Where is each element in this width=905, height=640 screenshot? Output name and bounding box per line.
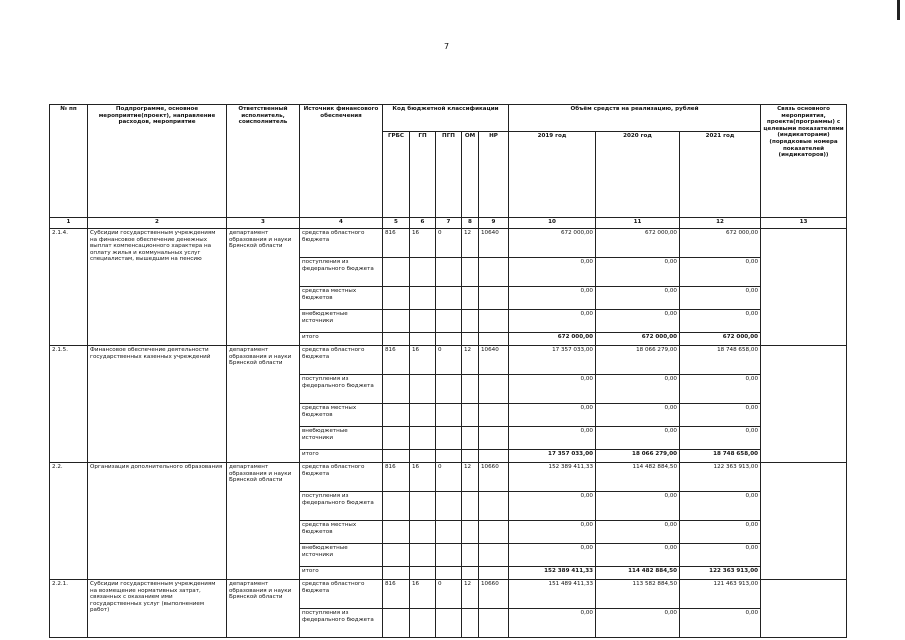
code-empty xyxy=(462,521,479,544)
column-number: 9 xyxy=(479,218,509,229)
code-empty xyxy=(410,427,436,450)
code-om: 12 xyxy=(462,346,479,375)
code-empty xyxy=(410,544,436,567)
amount-2020: 672 000,00 xyxy=(596,333,680,346)
code-empty xyxy=(479,567,509,580)
code-pgp: 0 xyxy=(436,463,462,492)
header-amount-group: Объём средств на реализацию, рублей xyxy=(509,105,761,132)
code-empty xyxy=(383,427,410,450)
code-empty xyxy=(410,333,436,346)
code-empty xyxy=(479,375,509,404)
code-empty xyxy=(383,521,410,544)
amount-2020: 114 482 884,50 xyxy=(596,463,680,492)
header-link: Связь основного мероприятия, проекта(программы) с целевыми показателями (индикаторами) (порядковые номера показателей (индикаторов)) xyxy=(761,105,847,218)
column-number: 5 xyxy=(383,218,410,229)
funding-source: средства местных бюджетов xyxy=(300,287,383,310)
row-number: 2.1.4. xyxy=(50,229,88,346)
code-empty xyxy=(383,492,410,521)
amount-2021: 121 463 913,00 xyxy=(680,580,761,609)
code-empty xyxy=(410,375,436,404)
column-number: 8 xyxy=(462,218,479,229)
code-om: 12 xyxy=(462,463,479,492)
amount-2020: 0,00 xyxy=(596,310,680,333)
code-empty xyxy=(436,492,462,521)
amount-2021: 0,00 xyxy=(680,521,761,544)
amount-2019: 17 357 033,00 xyxy=(509,346,596,375)
code-empty xyxy=(410,609,436,638)
header-pgp: ПГП xyxy=(436,132,462,218)
code-empty xyxy=(383,609,410,638)
column-number: 3 xyxy=(227,218,300,229)
amount-2019: 151 489 411,33 xyxy=(509,580,596,609)
measure-name: Организация дополнительного образования xyxy=(88,463,227,580)
code-gp: 16 xyxy=(410,229,436,258)
amount-2021: 0,00 xyxy=(680,609,761,638)
code-empty xyxy=(436,609,462,638)
code-np: 10640 xyxy=(479,346,509,375)
amount-2020: 0,00 xyxy=(596,404,680,427)
code-empty xyxy=(383,287,410,310)
row-number: 2.2.1. xyxy=(50,580,88,638)
code-empty xyxy=(436,258,462,287)
header-2021: 2021 год xyxy=(680,132,761,218)
code-om: 12 xyxy=(462,229,479,258)
code-empty xyxy=(383,544,410,567)
code-grbs: 816 xyxy=(383,346,410,375)
funding-source: внебюджетные источники xyxy=(300,427,383,450)
indicator-link xyxy=(761,229,847,346)
funding-source: внебюджетные источники xyxy=(300,544,383,567)
code-empty xyxy=(462,310,479,333)
funding-source: средства местных бюджетов xyxy=(300,404,383,427)
row-number: 2.2. xyxy=(50,463,88,580)
code-empty xyxy=(479,258,509,287)
amount-2021: 0,00 xyxy=(680,287,761,310)
header-om: ОМ xyxy=(462,132,479,218)
funding-source: поступления из федерального бюджета xyxy=(300,492,383,521)
table-row xyxy=(50,580,847,609)
header-gp: ГП xyxy=(410,132,436,218)
code-pgp: 0 xyxy=(436,229,462,258)
amount-2019: 152 389 411,33 xyxy=(509,463,596,492)
code-empty xyxy=(462,404,479,427)
code-empty xyxy=(383,258,410,287)
funding-source: средства областного бюджета xyxy=(300,580,383,609)
indicator-link xyxy=(761,580,847,638)
code-empty xyxy=(462,375,479,404)
code-grbs: 816 xyxy=(383,580,410,609)
code-empty xyxy=(479,427,509,450)
scan-edge-mark xyxy=(897,0,900,20)
column-number: 4 xyxy=(300,218,383,229)
column-number: 7 xyxy=(436,218,462,229)
amount-2020: 0,00 xyxy=(596,258,680,287)
amount-2021: 18 748 658,00 xyxy=(680,450,761,463)
code-empty xyxy=(436,450,462,463)
code-empty xyxy=(436,404,462,427)
column-number: 10 xyxy=(509,218,596,229)
responsible-executor: департамент образования и науки Брянской области xyxy=(227,463,300,580)
code-empty xyxy=(462,450,479,463)
code-grbs: 816 xyxy=(383,229,410,258)
code-empty xyxy=(462,492,479,521)
funding-source: итого xyxy=(300,450,383,463)
funding-source: итого xyxy=(300,333,383,346)
amount-2020: 0,00 xyxy=(596,544,680,567)
code-empty xyxy=(410,310,436,333)
measure-name: Субсидии государственным учреждениям на возмещение нормативных затрат, связанных с оказанием ими государственных услуг (выполнением работ) xyxy=(88,580,227,638)
header-name: Подпрограмме, основное мероприятие(проект), направление расходов, мероприятие xyxy=(88,105,227,218)
table-row xyxy=(50,229,847,258)
amount-2019: 152 389 411,33 xyxy=(509,567,596,580)
code-empty xyxy=(436,567,462,580)
amount-2019: 17 357 033,00 xyxy=(509,450,596,463)
amount-2019: 672 000,00 xyxy=(509,229,596,258)
header-source: Источник финансового обеспечения xyxy=(300,105,383,218)
funding-source: внебюджетные источники xyxy=(300,310,383,333)
code-empty xyxy=(436,521,462,544)
code-empty xyxy=(383,567,410,580)
amount-2019: 0,00 xyxy=(509,404,596,427)
header-resp: Ответственный исполнитель, соисполнитель xyxy=(227,105,300,218)
column-number: 11 xyxy=(596,218,680,229)
code-np: 10660 xyxy=(479,580,509,609)
code-empty xyxy=(410,567,436,580)
column-number-row xyxy=(50,218,847,229)
code-om: 12 xyxy=(462,580,479,609)
funding-source: средства областного бюджета xyxy=(300,229,383,258)
header-2020: 2020 год xyxy=(596,132,680,218)
amount-2019: 0,00 xyxy=(509,375,596,404)
budget-table xyxy=(49,104,847,638)
amount-2019: 0,00 xyxy=(509,492,596,521)
code-empty xyxy=(436,544,462,567)
amount-2020: 0,00 xyxy=(596,609,680,638)
code-empty xyxy=(436,310,462,333)
code-empty xyxy=(410,258,436,287)
amount-2021: 18 748 658,00 xyxy=(680,346,761,375)
code-empty xyxy=(479,544,509,567)
header-code-group: Код бюджетной классификации xyxy=(383,105,509,132)
indicator-link xyxy=(761,463,847,580)
code-gp: 16 xyxy=(410,580,436,609)
amount-2019: 0,00 xyxy=(509,287,596,310)
code-empty xyxy=(479,492,509,521)
amount-2019: 0,00 xyxy=(509,521,596,544)
code-empty xyxy=(462,544,479,567)
header-2019: 2019 год xyxy=(509,132,596,218)
amount-2020: 0,00 xyxy=(596,427,680,450)
amount-2021: 0,00 xyxy=(680,427,761,450)
code-gp: 16 xyxy=(410,463,436,492)
amount-2021: 0,00 xyxy=(680,544,761,567)
column-number: 13 xyxy=(761,218,847,229)
code-empty xyxy=(479,450,509,463)
code-gp: 16 xyxy=(410,346,436,375)
amount-2019: 0,00 xyxy=(509,544,596,567)
code-empty xyxy=(479,609,509,638)
amount-2021: 0,00 xyxy=(680,310,761,333)
amount-2021: 0,00 xyxy=(680,375,761,404)
measure-name: Финансовое обеспечение деятельности государственных казенных учреждений xyxy=(88,346,227,463)
amount-2021: 0,00 xyxy=(680,404,761,427)
amount-2020: 672 000,00 xyxy=(596,229,680,258)
funding-source: средства областного бюджета xyxy=(300,346,383,375)
amount-2020: 18 066 279,00 xyxy=(596,346,680,375)
responsible-executor: департамент образования и науки Брянской области xyxy=(227,346,300,463)
column-number: 1 xyxy=(50,218,88,229)
amount-2019: 0,00 xyxy=(509,310,596,333)
amount-2019: 0,00 xyxy=(509,609,596,638)
funding-source: поступления из федерального бюджета xyxy=(300,258,383,287)
amount-2020: 18 066 279,00 xyxy=(596,450,680,463)
amount-2020: 0,00 xyxy=(596,492,680,521)
code-empty xyxy=(410,404,436,427)
code-empty xyxy=(436,375,462,404)
amount-2020: 114 482 884,50 xyxy=(596,567,680,580)
code-pgp: 0 xyxy=(436,580,462,609)
header-grbs: ГРБС xyxy=(383,132,410,218)
code-empty xyxy=(383,375,410,404)
column-number: 6 xyxy=(410,218,436,229)
code-empty xyxy=(436,333,462,346)
code-empty xyxy=(462,287,479,310)
amount-2021: 122 363 913,00 xyxy=(680,463,761,492)
amount-2019: 0,00 xyxy=(509,258,596,287)
responsible-executor: департамент образования и науки Брянской области xyxy=(227,229,300,346)
code-empty xyxy=(383,333,410,346)
indicator-link xyxy=(761,346,847,463)
funding-source: средства местных бюджетов xyxy=(300,521,383,544)
amount-2020: 0,00 xyxy=(596,521,680,544)
code-empty xyxy=(479,333,509,346)
column-number: 12 xyxy=(680,218,761,229)
code-np: 10660 xyxy=(479,463,509,492)
row-number: 2.1.5. xyxy=(50,346,88,463)
responsible-executor: департамент образования и науки Брянской области xyxy=(227,580,300,638)
column-number: 2 xyxy=(88,218,227,229)
code-empty xyxy=(436,427,462,450)
funding-source: поступления из федерального бюджета xyxy=(300,609,383,638)
amount-2020: 0,00 xyxy=(596,287,680,310)
amount-2021: 122 363 913,00 xyxy=(680,567,761,580)
code-empty xyxy=(462,427,479,450)
amount-2021: 672 000,00 xyxy=(680,229,761,258)
code-pgp: 0 xyxy=(436,346,462,375)
amount-2020: 113 582 884,50 xyxy=(596,580,680,609)
header-num: № пп xyxy=(50,105,88,218)
code-empty xyxy=(479,287,509,310)
code-empty xyxy=(383,404,410,427)
code-empty xyxy=(410,287,436,310)
measure-name: Субсидии государственным учреждениям на финансовое обеспечение денежных выплат компенсационного характера на оплату жилья и коммунальных услуг специалистам, вышедшим на пенсию xyxy=(88,229,227,346)
code-empty xyxy=(462,333,479,346)
code-empty xyxy=(383,310,410,333)
amount-2020: 0,00 xyxy=(596,375,680,404)
table-row xyxy=(50,346,847,375)
code-empty xyxy=(436,287,462,310)
amount-2019: 672 000,00 xyxy=(509,333,596,346)
code-grbs: 816 xyxy=(383,463,410,492)
funding-source: итого xyxy=(300,567,383,580)
header-np: НР xyxy=(479,132,509,218)
amount-2019: 0,00 xyxy=(509,427,596,450)
funding-source: средства областного бюджета xyxy=(300,463,383,492)
code-empty xyxy=(462,567,479,580)
funding-source: поступления из федерального бюджета xyxy=(300,375,383,404)
code-empty xyxy=(462,609,479,638)
code-empty xyxy=(462,258,479,287)
code-empty xyxy=(479,521,509,544)
table-row xyxy=(50,463,847,492)
amount-2021: 0,00 xyxy=(680,258,761,287)
code-np: 10640 xyxy=(479,229,509,258)
header-row-1 xyxy=(50,105,847,132)
code-empty xyxy=(410,492,436,521)
code-empty xyxy=(479,310,509,333)
code-empty xyxy=(410,521,436,544)
page-number: 7 xyxy=(444,42,450,51)
code-empty xyxy=(479,404,509,427)
code-empty xyxy=(410,450,436,463)
code-empty xyxy=(383,450,410,463)
amount-2021: 672 000,00 xyxy=(680,333,761,346)
table-body xyxy=(50,105,847,638)
amount-2021: 0,00 xyxy=(680,492,761,521)
